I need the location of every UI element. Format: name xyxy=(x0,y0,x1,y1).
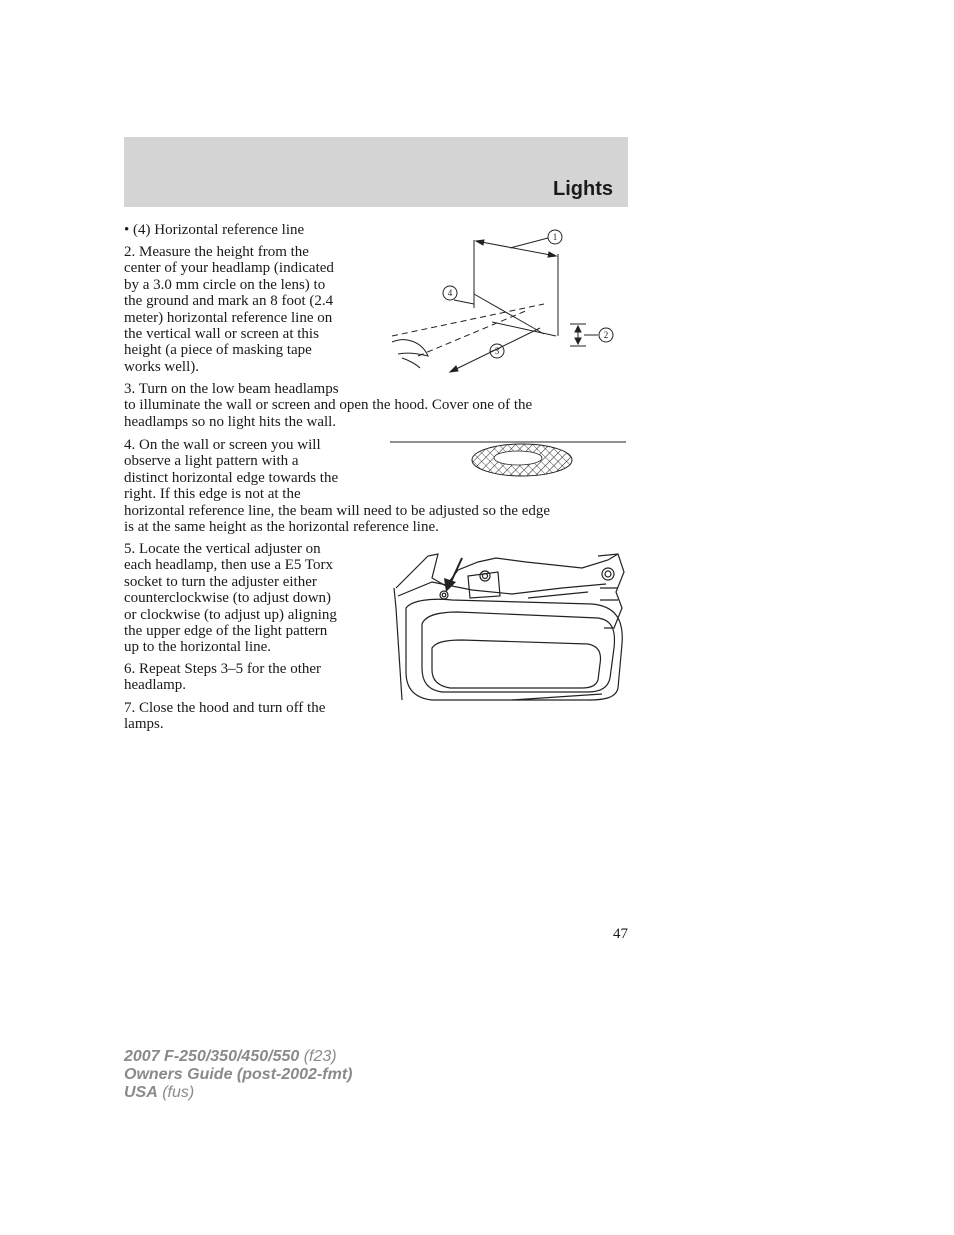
headlamp-adjuster-diagram xyxy=(392,548,628,702)
adjuster-bracket xyxy=(468,572,500,598)
callout-1: 1 xyxy=(552,232,558,242)
section-title: Lights xyxy=(553,178,613,200)
document-footer: 2007 F-250/350/450/550 (f23) Owners Guide (post-2002-fmt) USA (fus) xyxy=(124,1048,353,1101)
bullet-item: • (4) Horizontal reference line xyxy=(124,222,305,238)
step-7-text: 7. Close the hood and turn off the lamps. xyxy=(124,700,326,733)
adjuster-arrow-icon xyxy=(444,578,456,592)
beam-dashed-upper xyxy=(392,304,544,336)
section-header-band xyxy=(124,137,628,207)
beam-dashed-lower xyxy=(418,310,528,356)
step-4-text: 4. On the wall or screen you will observe a light pattern with a distinct horizontal edge towards the right. If this edge is not at the horizontal reference line, the beam will need to be adjusted so the edge is at the same height as the horizontal reference line. xyxy=(124,437,551,536)
aiming-diagram xyxy=(388,228,628,384)
callout-2: 2 xyxy=(603,330,609,340)
adjuster-pointer-line xyxy=(450,558,462,584)
beam-hotspot xyxy=(494,451,542,465)
step-2-text: 2. Measure the height from the center of your headlamp (indicated by a 3.0 mm circle on the lens) to the ground and mark an 8 foot (2.4 meter) horizontal reference line on the vertical wall or screen at this height (a piece of masking tape works well). xyxy=(124,244,334,375)
light-pattern-diagram xyxy=(388,436,628,480)
callout-3: 3 xyxy=(494,346,500,356)
step-5-text: 5. Locate the vertical adjuster on each headlamp, then use a E5 Torx socket to turn the adjuster either counterclockwise (to adjust down) or clockwise (to adjust up) aligning the upper edge of the light pattern up to the horizontal line. xyxy=(124,541,337,656)
step-6-text: 6. Repeat Steps 3–5 for the other headlamp. xyxy=(124,661,322,694)
callout-4: 4 xyxy=(447,288,453,298)
dimension-arrow-1 xyxy=(476,241,556,256)
step-3-text: 3. Turn on the low beam headlamps to illuminate the wall or screen and open the hood. Cover one of the headlamps so no light hits the wall. xyxy=(124,381,533,430)
page-number: 47 xyxy=(613,926,628,942)
